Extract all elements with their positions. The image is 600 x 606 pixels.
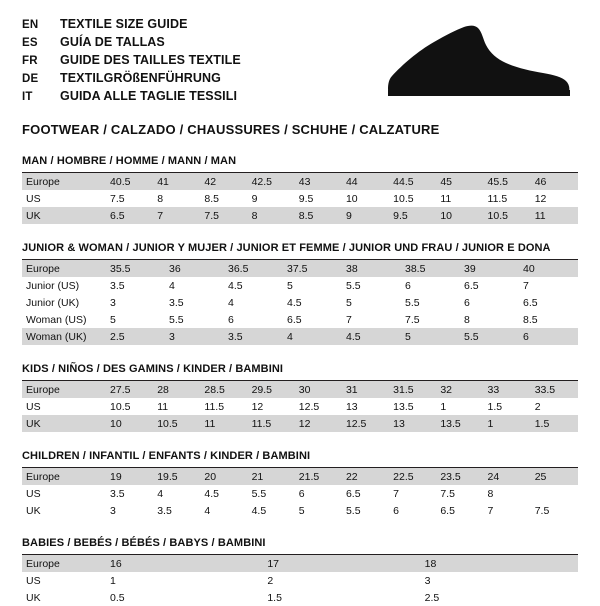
- size-cell: 8: [464, 313, 470, 326]
- language-title: GUIDA ALLE TAGLIE TESSILI: [60, 89, 238, 103]
- size-cell: 8.5: [295, 207, 342, 224]
- size-cell: 3.5: [157, 504, 172, 517]
- size-cell: 1: [484, 415, 531, 432]
- size-table: [22, 555, 578, 606]
- size-cell: 8.5: [204, 192, 219, 205]
- size-cell: 9.5: [389, 207, 436, 224]
- size-cell: 12.5: [298, 400, 320, 413]
- size-cell: 4.5: [342, 328, 401, 345]
- size-cell: 19: [106, 468, 153, 485]
- size-cell: 46: [531, 173, 578, 190]
- section-title: JUNIOR & WOMAN / JUNIOR Y MUJER / JUNIOR ET FEMME / JUNIOR UND FRAU / JUNIOR E DONA: [22, 242, 551, 254]
- table-row: [22, 173, 578, 190]
- size-cell: 3.5: [110, 279, 125, 292]
- size-cell: 10.5: [484, 207, 531, 224]
- size-cell: 5.5: [405, 296, 420, 309]
- table-row: [22, 502, 578, 519]
- size-cell: 5.5: [346, 279, 361, 292]
- table-row: [22, 468, 578, 485]
- row-label: UK: [22, 207, 106, 224]
- size-cell: 4: [228, 296, 234, 309]
- row-label: Europe: [22, 260, 106, 277]
- size-cell: 28.5: [200, 381, 247, 398]
- size-cell: 12: [534, 192, 547, 205]
- size-cell: 1: [440, 400, 447, 413]
- size-cell: 10: [345, 192, 358, 205]
- size-cell: 3.5: [169, 296, 184, 309]
- size-cell: 9: [342, 207, 389, 224]
- table-row: [22, 415, 578, 432]
- size-cell: 45: [436, 173, 483, 190]
- size-cell: 10: [106, 415, 153, 432]
- table-row: [22, 207, 578, 224]
- size-cell: 11: [531, 207, 578, 224]
- size-cell: 0.5: [110, 591, 125, 604]
- row-label: UK: [26, 591, 41, 604]
- size-cell: 37.5: [283, 260, 342, 277]
- row-label: Europe: [22, 468, 106, 485]
- size-cell: 7: [523, 279, 529, 292]
- size-cell: 5: [298, 504, 305, 517]
- size-table: [22, 468, 578, 519]
- language-code: EN: [22, 19, 39, 31]
- size-cell: 25: [531, 468, 578, 485]
- size-cell: 3: [424, 574, 431, 587]
- row-label: Junior (UK): [26, 296, 80, 309]
- size-cell: 8: [157, 192, 164, 205]
- size-cell: 29.5: [248, 381, 295, 398]
- size-cell: 7.5: [110, 192, 125, 205]
- size-cell: 11.5: [204, 400, 225, 413]
- row-label: UK: [26, 504, 41, 517]
- row-label: Europe: [22, 555, 106, 572]
- size-cell: 5: [287, 279, 293, 292]
- size-cell: 4: [169, 279, 175, 292]
- size-cell: 13: [389, 415, 436, 432]
- table-row: [22, 311, 578, 328]
- size-section: [22, 242, 578, 345]
- size-cell: 12.5: [342, 415, 389, 432]
- size-cell: 13: [345, 400, 358, 413]
- size-cell: 6.5: [106, 207, 153, 224]
- size-cell: 30: [295, 381, 342, 398]
- size-cell: 8.5: [523, 313, 538, 326]
- size-cell: 2: [534, 400, 541, 413]
- size-cell: 3.5: [224, 328, 283, 345]
- size-cell: 3: [110, 296, 116, 309]
- size-cell: 23.5: [436, 468, 483, 485]
- size-sections: [22, 155, 578, 606]
- size-cell: 7.5: [200, 207, 247, 224]
- language-row: [22, 88, 241, 106]
- size-cell: 5: [110, 313, 116, 326]
- size-cell: 6: [298, 487, 305, 500]
- size-cell: [531, 485, 578, 502]
- language-title: GUIDE DES TAILLES TEXTILE: [60, 53, 241, 67]
- footwear-heading: FOOTWEAR / CALZADO / CHAUSSURES / SCHUHE / CALZATURE: [22, 122, 440, 137]
- size-cell: 6.5: [440, 504, 455, 517]
- size-cell: 40: [519, 260, 578, 277]
- size-cell: 6.5: [287, 313, 302, 326]
- size-cell: 31: [342, 381, 389, 398]
- size-cell: 44.5: [389, 173, 436, 190]
- size-cell: 38.5: [401, 260, 460, 277]
- language-row: [22, 16, 241, 34]
- table-row: [22, 555, 578, 572]
- language-title-list: [22, 16, 241, 106]
- row-label: US: [26, 574, 41, 587]
- size-cell: 4.5: [287, 296, 302, 309]
- size-section: [22, 450, 578, 519]
- size-cell: 1.5: [531, 415, 578, 432]
- table-row: [22, 190, 578, 207]
- size-cell: 39: [460, 260, 519, 277]
- size-cell: 6: [405, 279, 411, 292]
- language-code: FR: [22, 55, 38, 67]
- row-label: Europe: [22, 381, 106, 398]
- size-section: [22, 155, 578, 224]
- size-cell: 38: [342, 260, 401, 277]
- size-cell: 42.5: [248, 173, 295, 190]
- size-cell: 4.5: [204, 487, 219, 500]
- size-cell: 17: [263, 555, 420, 572]
- size-cell: 13.5: [393, 400, 414, 413]
- size-cell: 7: [346, 313, 352, 326]
- size-cell: 6.5: [464, 279, 479, 292]
- language-row: [22, 52, 241, 70]
- size-cell: 11: [200, 415, 247, 432]
- size-cell: 16: [106, 555, 263, 572]
- language-row: [22, 70, 241, 88]
- language-code: ES: [22, 37, 38, 49]
- row-label: US: [26, 192, 41, 205]
- size-cell: 2.5: [106, 328, 165, 345]
- size-cell: 7.5: [534, 504, 550, 517]
- size-cell: 20: [200, 468, 247, 485]
- size-cell: 4: [157, 487, 164, 500]
- size-cell: 22: [342, 468, 389, 485]
- table-row: [22, 485, 578, 502]
- size-cell: 19.5: [153, 468, 200, 485]
- size-cell: 35.5: [106, 260, 165, 277]
- dress-shoe-icon: [384, 18, 574, 104]
- size-cell: 11.5: [248, 415, 295, 432]
- size-cell: 21: [248, 468, 295, 485]
- size-cell: 33: [484, 381, 531, 398]
- size-cell: 36.5: [224, 260, 283, 277]
- size-cell: 11: [440, 192, 452, 205]
- size-cell: 6: [464, 296, 470, 309]
- language-title: TEXTILE SIZE GUIDE: [60, 17, 188, 31]
- table-row: [22, 572, 578, 589]
- row-label: Woman (UK): [22, 328, 106, 345]
- size-cell: 11.5: [487, 192, 508, 205]
- size-table: [22, 260, 578, 345]
- size-cell: 4: [283, 328, 342, 345]
- size-cell: 7.5: [405, 313, 420, 326]
- section-title: KIDS / NIÑOS / DES GAMINS / KINDER / BAMBINI: [22, 363, 284, 375]
- size-cell: 2.5: [424, 591, 440, 604]
- size-cell: 18: [421, 555, 578, 572]
- language-title: GUÍA DE TALLAS: [60, 35, 165, 49]
- row-label: US: [26, 400, 41, 413]
- table-row: [22, 589, 578, 606]
- size-cell: 33.5: [531, 381, 578, 398]
- size-cell: 41: [153, 173, 200, 190]
- size-cell: 9.5: [298, 192, 314, 205]
- size-cell: 36: [165, 260, 224, 277]
- size-cell: 12: [295, 415, 342, 432]
- size-cell: 3.5: [110, 487, 125, 500]
- table-row: [22, 277, 578, 294]
- size-table: [22, 173, 578, 224]
- size-cell: 7: [393, 487, 399, 500]
- size-cell: 7.5: [440, 487, 455, 500]
- size-cell: 40.5: [106, 173, 153, 190]
- size-cell: 9: [251, 192, 258, 205]
- table-row: [22, 328, 578, 345]
- size-cell: 5.5: [251, 487, 267, 500]
- section-title: MAN / HOMBRE / HOMME / MANN / MAN: [22, 155, 237, 167]
- size-cell: 44: [342, 173, 389, 190]
- size-cell: 4.5: [251, 504, 267, 517]
- size-cell: 13.5: [436, 415, 483, 432]
- row-label: Junior (US): [26, 279, 80, 292]
- size-cell: 6: [228, 313, 234, 326]
- size-section: [22, 363, 578, 432]
- size-cell: 3: [165, 328, 224, 345]
- section-title: CHILDREN / INFANTIL / ENFANTS / KINDER / BAMBINI: [22, 450, 311, 462]
- table-row: [22, 398, 578, 415]
- size-cell: 6.5: [345, 487, 361, 500]
- size-cell: 31.5: [389, 381, 436, 398]
- size-cell: 42: [200, 173, 247, 190]
- size-cell: 5.5: [345, 504, 361, 517]
- language-row: [22, 34, 241, 52]
- size-cell: 6: [519, 328, 578, 345]
- size-cell: 5.5: [169, 313, 184, 326]
- size-cell: 43: [295, 173, 342, 190]
- size-cell: 8: [248, 207, 295, 224]
- size-cell: 24: [484, 468, 531, 485]
- table-row: [22, 381, 578, 398]
- size-cell: 22.5: [389, 468, 436, 485]
- section-title: BABIES / BEBÉS / BÉBÉS / BABYS / BAMBINI: [22, 537, 266, 549]
- size-cell: 4: [204, 504, 211, 517]
- size-cell: 1: [110, 574, 116, 587]
- size-cell: 32: [436, 381, 483, 398]
- language-code: IT: [22, 91, 33, 103]
- size-cell: 5: [401, 328, 460, 345]
- size-cell: 8: [487, 487, 494, 500]
- size-cell: 3: [110, 504, 116, 517]
- size-cell: 21.5: [295, 468, 342, 485]
- size-cell: 5: [346, 296, 352, 309]
- size-cell: 2: [267, 574, 274, 587]
- table-row: [22, 294, 578, 311]
- size-cell: 6.5: [523, 296, 538, 309]
- size-cell: 10: [436, 207, 483, 224]
- size-cell: 10.5: [110, 400, 131, 413]
- size-cell: 6: [393, 504, 399, 517]
- size-section: [22, 537, 578, 606]
- size-cell: 7: [153, 207, 200, 224]
- size-cell: 28: [153, 381, 200, 398]
- language-title: TEXTILGRÖßENFÜHRUNG: [60, 71, 221, 85]
- size-cell: 11: [157, 400, 169, 413]
- size-cell: 1.5: [487, 400, 503, 413]
- row-label: Europe: [22, 173, 106, 190]
- size-table: [22, 381, 578, 432]
- size-cell: 27.5: [106, 381, 153, 398]
- size-cell: 45.5: [484, 173, 531, 190]
- language-code: DE: [22, 73, 39, 85]
- row-label: US: [26, 487, 41, 500]
- size-cell: 12: [251, 400, 264, 413]
- size-cell: 7: [487, 504, 494, 517]
- size-cell: 10.5: [393, 192, 414, 205]
- table-row: [22, 260, 578, 277]
- page-header: [22, 16, 578, 106]
- row-label: UK: [22, 415, 106, 432]
- size-cell: 10.5: [153, 415, 200, 432]
- row-label: Woman (US): [26, 313, 87, 326]
- size-cell: 5.5: [460, 328, 519, 345]
- size-cell: 4.5: [228, 279, 243, 292]
- size-cell: 1.5: [267, 591, 282, 604]
